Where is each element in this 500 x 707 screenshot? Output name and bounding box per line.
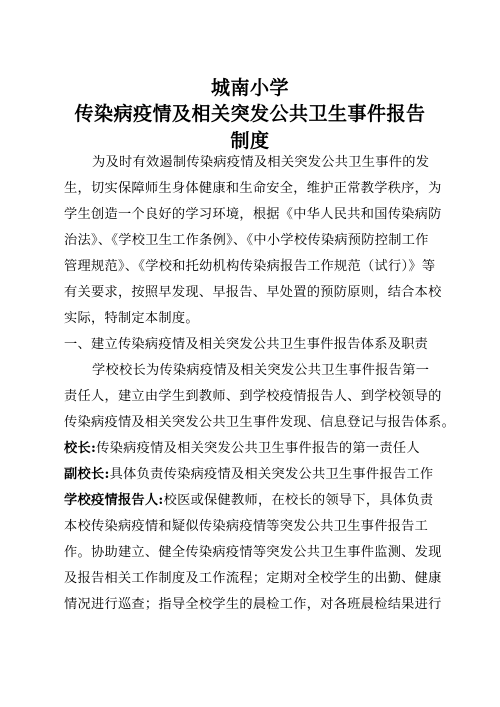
intro-line: 有关要求，按照早发现、早报告、早处置的预防原则，结合本校 — [64, 285, 442, 300]
reporter-line: 情况进行巡查；指导全校学生的晨检工作，对各班晨检结果进行 — [64, 597, 442, 612]
intro-line: 管理规范》、《学校和托幼机构传染病报告工作规范（试行）》等 — [64, 259, 436, 274]
intro-line: 实际，特制定本制度。 — [64, 311, 199, 326]
document-title-line2: 制度 — [230, 130, 270, 152]
intro-line: 生，切实保障师生身体健康和生命安全，维护正常教学秩序，为 — [64, 181, 442, 196]
principal-text: 传染病疫情及相关突发公共卫生事件报告的第一责任人 — [96, 441, 420, 456]
section-line: 学校校长为传染病疫情及相关突发公共卫生事件报告第一 — [92, 363, 430, 378]
vice-principal-text: 具体负责传染病疫情及相关突发公共卫生事件报告工作 — [109, 467, 434, 482]
intro-line: 为及时有效遏制传染病疫情及相关突发公共卫生事件的发 — [92, 155, 430, 170]
reporter-label: 学校疫情报告人: — [64, 493, 164, 508]
reporter-line: 本校传染病疫情和疑似传染病疫情等突发公共卫生事件报告工 — [64, 519, 429, 534]
vice-principal-duty — [64, 464, 433, 486]
document-title-line1: 传染病疫情及相关突发公共卫生事件报告 — [74, 103, 426, 125]
principal-label: 校长: — [64, 441, 97, 456]
principal-duty — [64, 438, 420, 460]
section-line: 责任人，建立由学生到教师、到学校疫情报告人、到学校领导的 — [64, 389, 442, 404]
school-name: 城南小学 — [210, 77, 289, 99]
intro-line: 学生创造一个良好的学习环境，根据《中华人民共和国传染病防 — [64, 207, 442, 222]
reporter-duty — [64, 490, 433, 512]
intro-line: 治法》、《学校卫生工作条例》、《中小学校传染病预防控制工作 — [64, 233, 429, 248]
vice-principal-label: 副校长: — [64, 467, 110, 482]
reporter-line: 作。协助建立、健全传染病疫情等突发公共卫生事件监测、发现 — [64, 545, 442, 560]
section-line: 传染病疫情及相关突发公共卫生事件发现、信息登记与报告体系。 — [64, 415, 456, 430]
reporter-text: 校医或保健教师，在校长的领导下，具体负责 — [163, 493, 434, 508]
reporter-line: 及报告相关工作制度及工作流程；定期对全校学生的出勤、健康 — [64, 571, 442, 586]
section-heading: 一、建立传染病疫情及相关突发公共卫生事件报告体系及职责 — [64, 337, 429, 352]
